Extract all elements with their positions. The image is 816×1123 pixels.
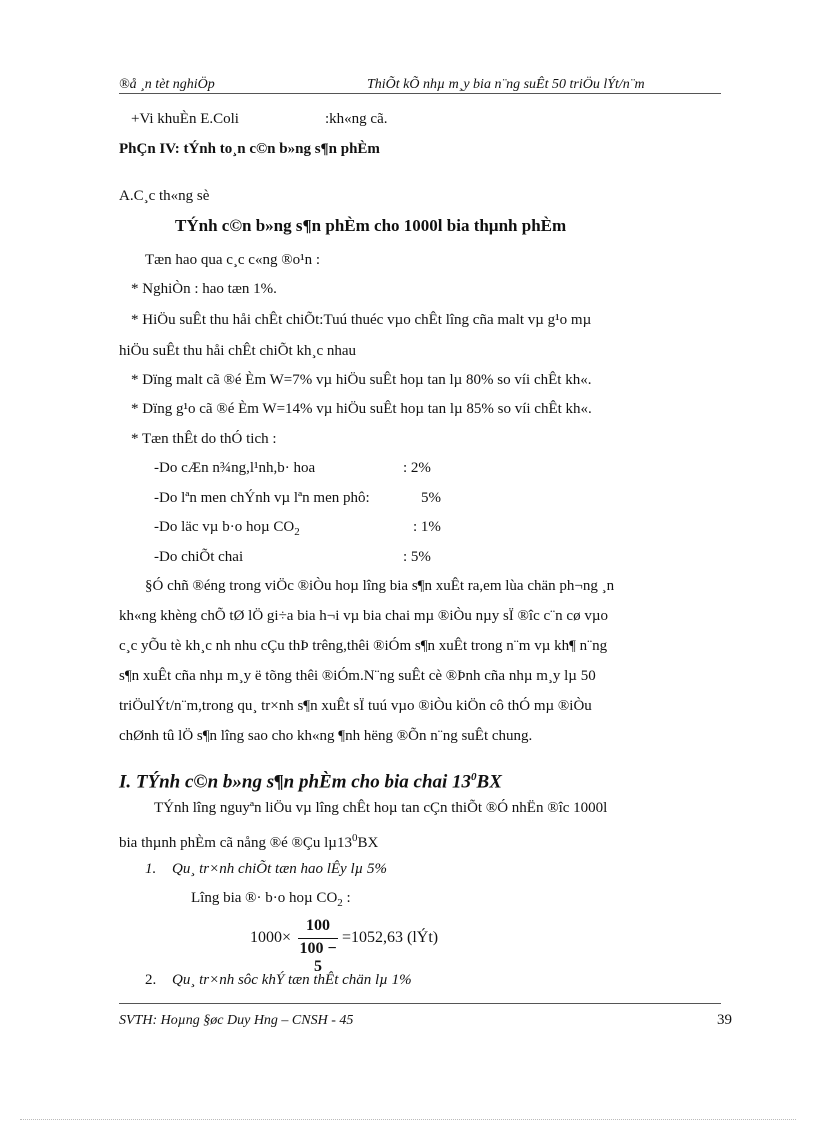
page-number: 39: [717, 1012, 732, 1028]
loss-4-value: : 5%: [403, 549, 431, 565]
page-edge-divider: [20, 1119, 796, 1120]
paragraph-line-6: chØnh tû lÖ s¶n lîng sao cho kh«ng ¶nh hëng ®Õn n¨ng suÊt chung.: [119, 728, 533, 744]
yield-line-b: hiÖu suÊt thu håi chÊt chiÕt kh¸c nhau: [119, 343, 357, 359]
ecoli-value: :kh«ng cã.: [325, 111, 388, 127]
header-right: ThiÕt kÕ nhµ m¸y bia n¨ng suÊt 50 triÖu lÝt/n¨m: [367, 77, 645, 92]
ecoli-label: +Vi khuÈn E.Coli: [131, 111, 239, 127]
step-1-text: Qu¸ tr×nh chiÕt tæn hao lÊy lµ 5%: [172, 861, 387, 877]
loss-2-label: -Do lªn men chÝnh vµ lªn men phô:: [154, 490, 370, 506]
step-1-number: 1.: [145, 861, 157, 877]
volume-loss-line: * Tæn thÊt do thÓ tich :: [131, 431, 277, 447]
formula-lead: 1000×: [250, 929, 292, 946]
co2-subscript: 2: [294, 526, 300, 538]
section-1-title: I. TÝnh c©n b»ng s¶n phÈm cho bia chai $13^0BX$: [119, 771, 502, 793]
loss-1-label: -Do cÆn n¾ng,l¹nh,b· hoa: [154, 460, 316, 476]
part-heading: PhÇn IV: tÝnh to¸n c©n b»ng s¶n phÈm: [119, 141, 380, 157]
co2-line: Lîng bia ®· b·o hoµ $CO_2$ :: [191, 890, 351, 909]
formula-numerator: 100: [306, 917, 330, 934]
paragraph-line-3: c¸c yÕu tè kh¸c nh nhu cÇu thÞ trêng,thêi ®iÓm s¶n xuÊt trong n¨m vµ kh¶ n¨ng: [119, 638, 608, 654]
loss-3-value: : 1%: [413, 519, 441, 535]
fraction-bar: [298, 938, 338, 939]
calc-line-a: TÝnh lîng nguyªn liÖu vµ lîng chÊt hoµ tan cÇn thiÕt ®Ó nhËn ®îc 1000l: [154, 800, 608, 816]
degree-superscript: 0: [471, 771, 477, 783]
paragraph-line-5: triÖulÝt/n¨m,trong qu¸ tr×nh s¶n xuÊt sÏ tuú vµo ®iÒu kiÖn cô thÓ mµ ®iÒu: [119, 698, 592, 714]
loss-3-label: -Do läc vµ b·o hoµ $CO_2$: [154, 519, 300, 538]
footer-rule: [119, 1003, 721, 1004]
paragraph-line-2: kh«ng khèng chÕ tØ lÖ gi÷a bia h¬i vµ bia chai mµ ®iÒu nµy sÏ ®îc c¨n cø vµo: [119, 608, 608, 624]
section-a-heading: A.C¸c th«ng sè: [119, 188, 210, 204]
loss-1-value: : 2%: [403, 460, 431, 476]
footer-author: SVTH: Hoµng §øc Duy Hng – CNSH - 45: [119, 1013, 354, 1028]
formula-denominator: 100 − 5: [299, 940, 337, 975]
co2-subscript: 2: [337, 897, 343, 909]
header-left: ®å ¸n tèt nghiÖp: [119, 77, 215, 92]
paragraph-line-4: s¶n xuÊt cña nhµ m¸y ë tõng thêi ®iÓm.N¨ng suÊt cè ®Þnh cña nhµ m¸y lµ 50: [119, 668, 596, 684]
formula-result: =1052,63 (lÝt): [342, 929, 439, 946]
degree-superscript: 0: [351, 832, 358, 844]
balance-title: TÝnh c©n b»ng s¶n phÈm cho 1000l bia thµnh phÈm: [175, 216, 567, 235]
rice-line: * Dïng g¹o cã ®é Èm W=14% vµ hiÖu suÊt hoµ tan lµ 85% so víi chÊt kh«.: [131, 401, 592, 417]
loss-2-value: 5%: [421, 490, 441, 506]
loss-intro: Tæn hao qua c¸c c«ng ®o¹n :: [145, 252, 321, 268]
malt-line: * Dïng malt cã ®é Èm W=7% vµ hiÖu suÊt hoµ tan lµ 80% so víi chÊt kh«.: [131, 372, 592, 388]
step-2-text: Qu¸ tr×nh sôc khÝ tæn thÊt chän lµ 1%: [172, 972, 412, 988]
yield-line-a: * HiÖu suÊt thu håi chÊt chiÕt:Tuú thuéc vµo chÊt lîng cña malt vµ g¹o mµ: [131, 312, 592, 328]
grind-line: * NghiÒn : hao tæn 1%.: [131, 281, 277, 297]
header-rule: [119, 93, 721, 94]
loss-4-label: -Do chiÕt chai: [154, 549, 244, 565]
step-2-number: 2.: [145, 972, 157, 988]
calc-line-b: bia thµnh phÈm cã nång ®é ®Çu $l\mu 13^0BX$: [119, 832, 379, 851]
paragraph-line-1: §Ó chñ ®éng trong viÖc ®iÒu hoµ lîng bia s¶n xuÊt ra,em lùa chän ph¬ng ¸n: [145, 578, 615, 594]
